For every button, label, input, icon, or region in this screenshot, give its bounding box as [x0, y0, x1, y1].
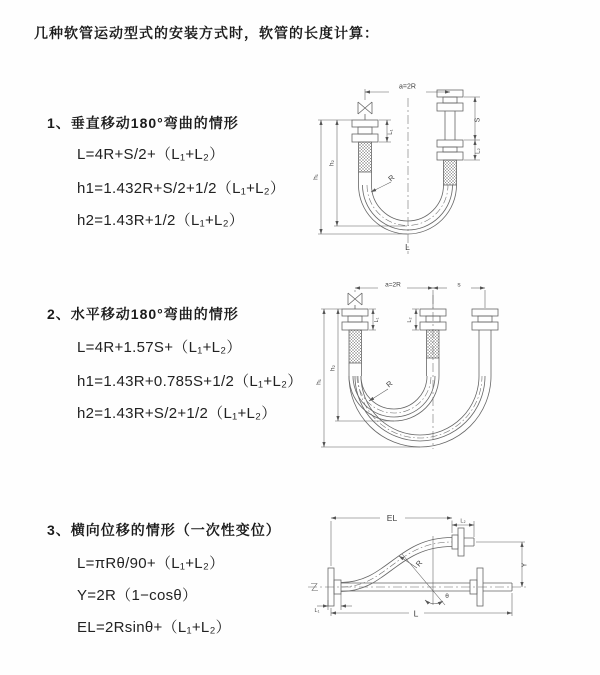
dim-label-radius: R — [384, 378, 395, 390]
braid-section — [444, 160, 457, 185]
braid-section — [427, 330, 440, 358]
valve-icon — [348, 293, 362, 309]
dim-label-theta: θ — [445, 593, 449, 600]
dim-label-s: S — [474, 117, 482, 123]
braid-section — [359, 142, 372, 172]
flange — [472, 309, 498, 316]
formula: h1=1.432R+S/2+1/2（L₁+L₂） — [77, 180, 286, 197]
formula: L=πRθ/90+（L₁+L₂） — [77, 555, 225, 572]
dimension-labels — [316, 282, 462, 390]
flange — [342, 309, 368, 316]
flange — [437, 90, 463, 97]
dim-label-length: L — [413, 608, 419, 619]
angle-arc — [425, 600, 443, 604]
dim-label-s: s — [457, 281, 461, 289]
dim-label-radius: R — [413, 558, 425, 569]
diagram-lateral-displacement — [302, 504, 600, 644]
dim-label-l2: L₂ — [460, 518, 466, 525]
formula: L=4R+S/2+（L₁+L₂） — [77, 146, 225, 163]
braid-section — [349, 330, 362, 363]
flange — [458, 528, 464, 556]
dim-label-y: Y — [521, 562, 529, 568]
angle-radius-line — [402, 554, 445, 605]
hose-double-u — [342, 293, 498, 449]
formula: h2=1.43R+S/2+1/2（L₁+L₂） — [77, 405, 277, 422]
dim-label-h2: h₂ — [328, 159, 336, 167]
flange — [437, 140, 463, 147]
diagram-vertical-180-bend — [303, 76, 598, 258]
dim-label-l1: L₁ — [314, 608, 320, 614]
formula: EL=2Rsinθ+（L₁+L₂） — [77, 619, 231, 636]
dim-label-h2: h₂ — [329, 364, 337, 372]
dim-label-h1: h₁ — [315, 379, 323, 385]
dim-label-l1: L₁ — [388, 129, 394, 135]
formula: h2=1.43R+1/2（L₁+L₂） — [77, 212, 245, 229]
flange — [352, 120, 378, 127]
dim-label-el: EL — [386, 513, 398, 523]
dim-label-l2: L₂ — [407, 317, 413, 323]
formula: Y=2R（1−cosθ） — [77, 587, 198, 604]
formula: h1=1.43R+0.785S+1/2（L₁+L₂） — [77, 373, 303, 390]
dim-label-width: a=2R — [399, 83, 416, 91]
section-1-heading: 1、垂直移动180°弯曲的情形 — [47, 115, 239, 131]
page-title: 几种软管运动型式的安装方式时，软管的长度计算： — [34, 25, 379, 41]
hose-u-bend — [352, 90, 463, 254]
section-2-heading: 2、水平移动180°弯曲的情形 — [47, 306, 239, 322]
formula: L=4R+1.57S+（L₁+L₂） — [77, 339, 242, 356]
section-3-heading: 3、横向位移的情形（一次性变位） — [47, 522, 281, 538]
dim-label-l1: L₁ — [374, 317, 380, 323]
dim-label-h1: h₁ — [312, 174, 320, 180]
dimension-labels — [315, 513, 529, 619]
dim-label-length: L — [405, 242, 410, 252]
dim-label-l2: L₂ — [475, 148, 482, 154]
valve-icon — [358, 102, 372, 120]
diagram-horizontal-180-bend — [308, 281, 600, 449]
dim-label-width: a=2R — [385, 281, 401, 289]
dim-label-radius: R — [386, 172, 397, 184]
